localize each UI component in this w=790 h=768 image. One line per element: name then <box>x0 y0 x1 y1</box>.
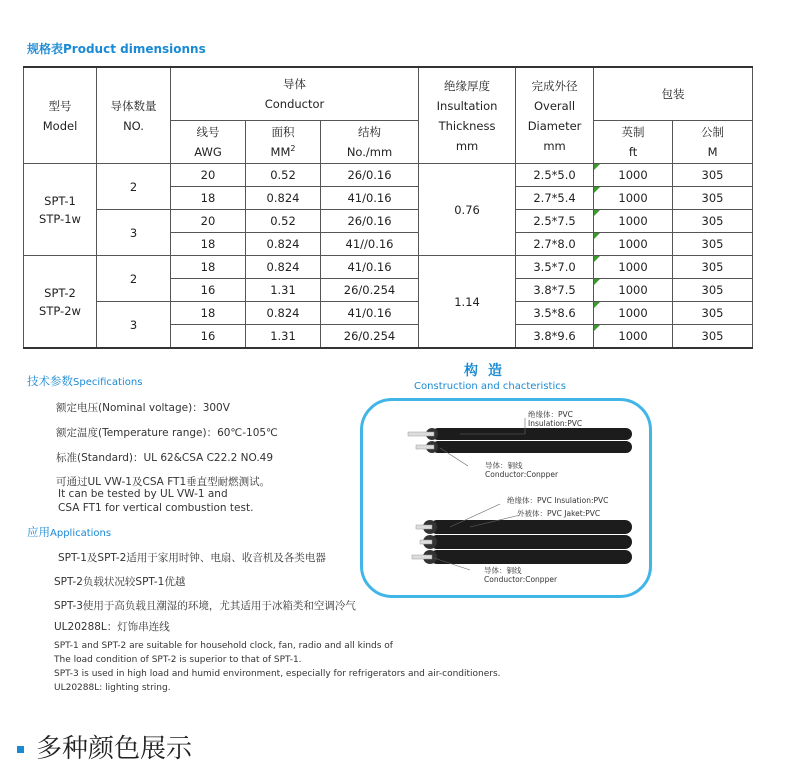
count-cell: 2 <box>97 256 171 302</box>
app-en-line-3: SPT-3 is used in high load and humid environment, especially for refrigerators and air-conditioners. <box>54 669 501 679</box>
insulation-cell: 0.76 <box>419 164 516 256</box>
ft-cell: 1000 <box>594 325 673 349</box>
m-cell: 305 <box>673 325 753 349</box>
area-cell: 0.824 <box>246 233 321 256</box>
header-diameter: 完成外径 Overall Diameter mm <box>516 67 594 164</box>
header-insulation: 绝缘厚度 Insultation Thickness mm <box>419 67 516 164</box>
two-core-cable <box>408 418 632 466</box>
structure-cell: 41/0.16 <box>321 302 419 325</box>
section-title: 规格表Product dimensionns <box>27 42 206 56</box>
bottom-jacket-label: 外被体：PVC Jaket:PVC <box>517 509 601 518</box>
heading-bullet <box>17 746 24 753</box>
structure-cell: 41//0.16 <box>321 233 419 256</box>
app-line-4: UL20288L：灯饰串连线 <box>54 621 170 633</box>
structure-cell: 26/0.254 <box>321 279 419 302</box>
app-en-line-1: SPT-1 and SPT-2 are suitable for household clock, fan, radio and all kinds of <box>54 641 393 651</box>
area-cell: 1.31 <box>246 279 321 302</box>
m-cell: 305 <box>673 210 753 233</box>
header-awg: 线号 AWG <box>171 121 246 164</box>
spec-test-cn: 可通过UL VW-1及CSA FT1垂直型耐燃测试。 <box>56 476 271 488</box>
area-cell: 0.824 <box>246 302 321 325</box>
area-cell: 0.824 <box>246 256 321 279</box>
table-row <box>24 164 753 187</box>
area-cell: 0.52 <box>246 210 321 233</box>
app-en-line-2: The load condition of SPT-2 is superior to that of SPT-1. <box>54 655 302 665</box>
structure-cell: 26/0.16 <box>321 210 419 233</box>
area-cell: 1.31 <box>246 325 321 349</box>
top-conductor-label: 导体：铜线 Conductor:Conpper <box>485 461 559 479</box>
m-cell: 305 <box>673 279 753 302</box>
spec-temperature: 额定温度(Temperature range)：60℃-105℃ <box>56 427 278 439</box>
applications-heading: 应用Applications <box>27 525 112 539</box>
count-cell: 2 <box>97 164 171 210</box>
header-area: 面积 $MM^2$ <box>246 121 321 164</box>
header-structure: 结构 No./mm <box>321 121 419 164</box>
m-cell: 305 <box>673 302 753 325</box>
top-insulation-label: 绝缘体：PVC Insulation:PVC <box>528 410 583 428</box>
awg-cell: 16 <box>171 279 246 302</box>
diameter-cell: 2.7*5.4 <box>516 187 594 210</box>
color-display-heading: 多种颜色展示 <box>17 728 192 765</box>
ft-cell: 1000 <box>594 279 673 302</box>
app-line-3: SPT-3使用于高负载且潮湿的环境，尤其适用于冰箱类和空调冷气 <box>54 600 356 612</box>
table-row <box>24 210 753 233</box>
m-cell: 305 <box>673 233 753 256</box>
app-en-line-4: UL20288L: lighting string. <box>54 683 171 693</box>
awg-cell: 20 <box>171 210 246 233</box>
header-m: 公制 M <box>673 121 753 164</box>
ft-cell: 1000 <box>594 302 673 325</box>
diameter-cell: 3.8*9.6 <box>516 325 594 349</box>
ft-cell: 1000 <box>594 187 673 210</box>
ft-cell: 1000 <box>594 210 673 233</box>
header-conductor: 导体 Conductor <box>171 67 419 121</box>
structure-cell: 41/0.16 <box>321 187 419 210</box>
table-row <box>24 302 753 325</box>
diameter-cell: 2.5*5.0 <box>516 164 594 187</box>
spec-voltage: 额定电压(Nominal voltage)：300V <box>56 402 230 414</box>
header-package: 包装 <box>594 67 753 121</box>
m-cell: 305 <box>673 187 753 210</box>
spec-test-en-1: It can be tested by UL VW-1 and <box>58 488 228 500</box>
diameter-cell: 3.5*8.6 <box>516 302 594 325</box>
specifications-heading: 技术参数Specifications <box>27 374 143 388</box>
awg-cell: 18 <box>171 233 246 256</box>
app-line-1: SPT-1及SPT-2适用于家用时钟、电扇、收音机及各类电器 <box>58 552 326 564</box>
bottom-conductor-label: 导体：铜线 Conductor:Conpper <box>484 566 558 584</box>
diameter-cell: 3.8*7.5 <box>516 279 594 302</box>
diameter-cell: 2.7*8.0 <box>516 233 594 256</box>
ft-cell: 1000 <box>594 164 673 187</box>
awg-cell: 20 <box>171 164 246 187</box>
count-cell: 3 <box>97 210 171 256</box>
app-line-2: SPT-2负载状况较SPT-1优越 <box>54 576 186 588</box>
count-cell: 3 <box>97 302 171 349</box>
spec-standard: 标准(Standard)：UL 62&CSA C22.2 NO.49 <box>56 452 274 464</box>
ft-cell: 1000 <box>594 233 673 256</box>
awg-cell: 18 <box>171 187 246 210</box>
construction-title: 构造 <box>464 363 512 379</box>
header-model: 型号 Model <box>24 67 97 164</box>
area-cell: 0.824 <box>246 187 321 210</box>
area-cell: 0.52 <box>246 164 321 187</box>
model-cell: SPT-2 STP-2w <box>24 256 97 349</box>
structure-cell: 26/0.254 <box>321 325 419 349</box>
header-ft: 英制 ft <box>594 121 673 164</box>
awg-cell: 18 <box>171 302 246 325</box>
insulation-cell: 1.14 <box>419 256 516 349</box>
table-row <box>24 256 753 279</box>
structure-cell: 26/0.16 <box>321 164 419 187</box>
ft-cell: 1000 <box>594 256 673 279</box>
model-cell: SPT-1 STP-1w <box>24 164 97 256</box>
diameter-cell: 2.5*7.5 <box>516 210 594 233</box>
bottom-insulation-label: 绝缘体：PVC Insulation:PVC <box>507 496 609 505</box>
awg-cell: 16 <box>171 325 246 349</box>
diameter-cell: 3.5*7.0 <box>516 256 594 279</box>
awg-cell: 18 <box>171 256 246 279</box>
m-cell: 305 <box>673 256 753 279</box>
spec-test-en-2: CSA FT1 for vertical combustion test. <box>58 502 254 514</box>
structure-cell: 41/0.16 <box>321 256 419 279</box>
m-cell: 305 <box>673 164 753 187</box>
spec-table <box>23 66 753 349</box>
construction-subtitle: Construction and chacteristics <box>414 381 566 392</box>
header-conductor-count: 导体数量 NO. <box>97 67 171 164</box>
